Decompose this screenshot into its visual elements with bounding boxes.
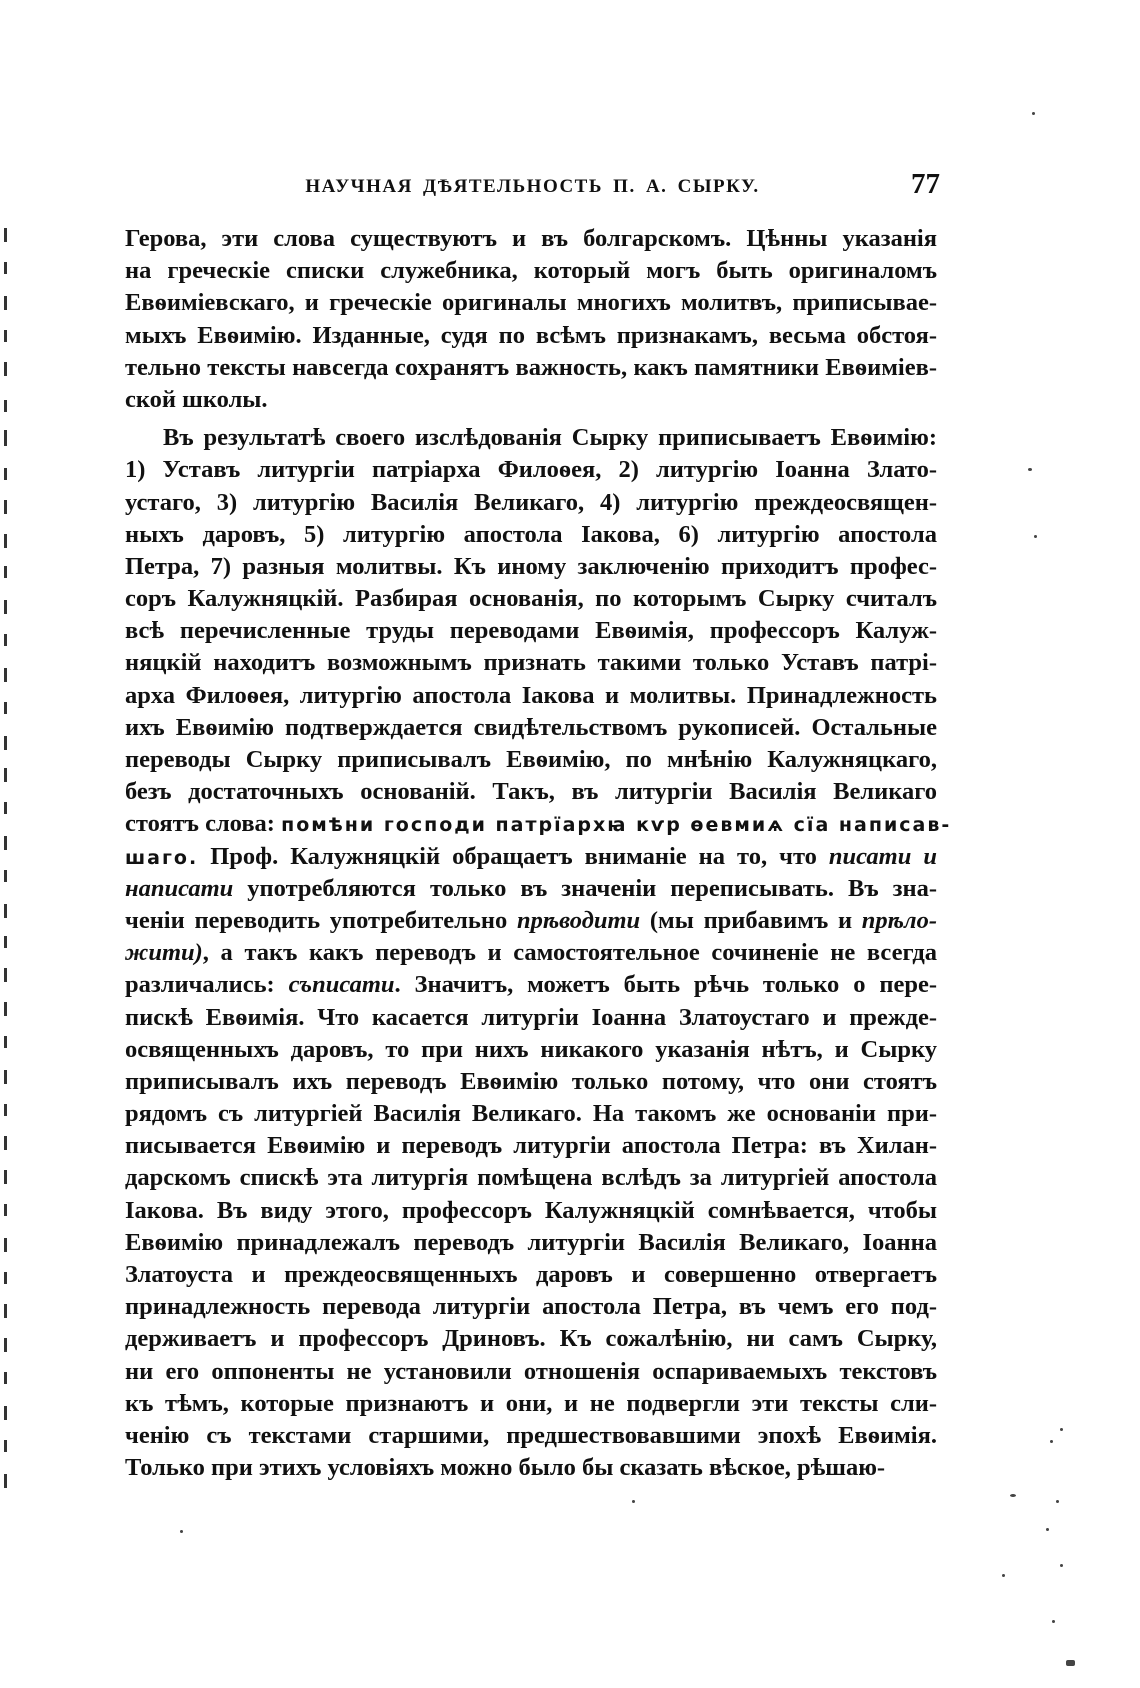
body-text	[125, 223, 952, 1484]
scan-speck	[1002, 1574, 1005, 1577]
text-segment: ченіи переводить употребительно	[125, 906, 517, 934]
scan-mark	[4, 904, 7, 918]
scan-mark	[4, 1002, 7, 1016]
scan-mark	[4, 1070, 7, 1084]
scan-mark	[4, 400, 7, 412]
italic-word: писати и	[828, 842, 937, 870]
text-line	[125, 352, 937, 384]
text-line	[125, 1227, 937, 1259]
scan-mark	[4, 1036, 7, 1048]
text-segment: ни его оппоненты не установили отношенія оспариваемыхъ текстовъ	[125, 1357, 937, 1385]
scan-speck	[1052, 1620, 1055, 1623]
scan-speck	[632, 1500, 635, 1503]
text-segment: на греческіе списки служебника, который могъ быть оригиналомъ	[125, 257, 937, 285]
scan-mark	[4, 936, 7, 948]
text-line	[125, 680, 937, 712]
text-line	[125, 1420, 937, 1452]
text-segment: писывается Евѳимію и переводъ литургіи апостола Петра: въ Хилан-	[125, 1132, 937, 1160]
text-segment: Проф. Калужняцкій обращаетъ вниманіе на то, что	[198, 842, 829, 870]
scan-mark	[4, 430, 7, 446]
scan-mark	[4, 330, 7, 342]
text-segment: ской школы.	[125, 385, 268, 413]
text-segment: 1) Уставъ литургіи патріарха Филоѳея, 2) литургію Іоанна Злато-	[125, 456, 937, 484]
text-line	[125, 937, 937, 969]
text-segment: няцкій находитъ возможнымъ признать такими только Уставъ патрі-	[125, 649, 937, 677]
text-line	[125, 223, 937, 255]
text-line	[125, 1034, 937, 1066]
scan-mark	[4, 296, 7, 310]
scan-mark	[4, 1474, 7, 1488]
church-slavonic-quote: шаго.	[125, 846, 199, 869]
text-segment: освященныхъ даровъ, то при нихъ никакого указанія нѣтъ, и Сырку	[125, 1035, 937, 1063]
scan-speck	[1034, 535, 1037, 538]
text-segment: устаго, 3) литургію Василія Великаго, 4) литургію преждеосвящен-	[125, 488, 937, 516]
text-line	[125, 969, 937, 1001]
text-line	[125, 422, 937, 454]
text-line	[125, 1259, 937, 1291]
scan-speck	[1050, 1440, 1053, 1443]
text-line	[125, 712, 937, 744]
scan-speck	[1032, 112, 1035, 115]
text-line	[125, 1066, 937, 1098]
church-slavonic-quote: помѣни господи патрїархꙗ кѵр ѳевмиѧ сїа написав-	[281, 814, 952, 837]
scan-speck	[1046, 1528, 1049, 1531]
text-line	[125, 776, 937, 808]
text-segment: Іакова. Въ виду этого, профессоръ Калужняцкій сомнѣвается, чтобы	[125, 1196, 937, 1224]
scan-mark	[4, 668, 7, 682]
text-line	[125, 744, 937, 776]
italic-word: написати	[125, 874, 234, 902]
text-segment: рядомъ съ литургіей Василія Великаго. На такомъ же основаніи при-	[125, 1100, 937, 1128]
text-segment: Герова, эти слова существуютъ и въ болгарскомъ. Цѣнны указанія	[125, 225, 937, 252]
text-segment: Петра, 7) разныя молитвы. Къ иному заключенію приходитъ профес-	[125, 552, 937, 580]
scan-mark	[4, 566, 7, 578]
scan-mark	[4, 1104, 7, 1116]
italic-word: прѣло-	[861, 906, 937, 934]
text-segment: тельно тексты навсегда сохранятъ важность, какъ памятники Евѳиміев-	[125, 353, 937, 381]
text-line	[125, 1388, 937, 1420]
scan-mark	[4, 500, 7, 514]
text-segment: безъ достаточныхъ основаній. Такъ, въ литургіи Василія Великаго	[125, 778, 937, 806]
text-line	[125, 255, 937, 287]
text-line	[125, 287, 937, 319]
scan-mark	[4, 1170, 7, 1184]
text-line	[125, 808, 952, 840]
text-segment: Златоуста и преждеосвященныхъ даровъ и совершенно отвергаетъ	[125, 1261, 937, 1288]
text-segment: ныхъ даровъ, 5) литургію апостола Іакова, 6) литургію апостола	[125, 520, 937, 548]
text-segment: къ тѣмъ, которые признаютъ и они, и не подвергли эти тексты сли-	[125, 1389, 937, 1417]
text-segment: стоятъ слова:	[125, 810, 282, 838]
text-line	[125, 1002, 937, 1034]
italic-word: съписати	[288, 971, 395, 999]
scan-speck	[180, 1530, 183, 1533]
scan-speck	[1066, 1660, 1075, 1666]
page-number: 77	[911, 168, 940, 200]
scan-speck	[1060, 1428, 1063, 1431]
scan-mark	[4, 600, 7, 614]
italic-word: жити)	[125, 939, 203, 967]
text-line	[125, 1291, 937, 1323]
text-line	[125, 384, 937, 416]
scan-speck	[1028, 468, 1032, 471]
scan-mark	[4, 1338, 7, 1352]
scan-mark	[4, 1272, 7, 1284]
text-segment: употребляются только въ значеніи переписывать. Въ зна-	[233, 874, 937, 902]
running-head: НАУЧНАЯ ДѢЯТЕЛЬНОСТЬ П. А. СЫРКУ.	[305, 176, 760, 197]
text-line	[125, 583, 937, 615]
scan-mark	[4, 802, 7, 814]
scan-speck	[1060, 1564, 1063, 1567]
text-segment: Въ результатѣ своего изслѣдованія Сырку приписываетъ Евѳимію:	[163, 424, 937, 452]
scan-mark	[4, 702, 7, 714]
text-segment: . Значитъ, можетъ быть рѣчь только о пере-	[394, 971, 938, 999]
scan-mark	[4, 228, 7, 242]
text-segment: приписывалъ ихъ переводъ Евѳимію только потому, что они стоятъ	[125, 1067, 937, 1095]
scan-mark	[4, 1238, 7, 1252]
scan-mark	[4, 1406, 7, 1420]
scan-mark	[4, 262, 7, 274]
page-header	[125, 168, 940, 208]
scan-mark	[4, 968, 7, 982]
text-segment: принадлежность перевода литургіи апостола Петра, въ чемъ его под-	[125, 1293, 937, 1321]
text-segment: (мы прибавимъ и	[640, 906, 862, 934]
scan-mark	[4, 634, 7, 646]
text-line	[125, 454, 937, 486]
scan-mark	[4, 362, 7, 376]
text-segment: Только при этихъ условіяхъ можно было бы сказать вѣское, рѣшаю-	[125, 1454, 886, 1482]
text-line	[125, 615, 937, 647]
scan-mark	[4, 768, 7, 782]
text-segment: Евѳиміевскаго, и греческіе оригиналы многихъ молитвъ, приписывае-	[125, 289, 937, 317]
text-segment: мыхъ Евѳимію. Изданные, судя по всѣмъ признакамъ, весьма обстоя-	[125, 321, 937, 349]
scan-mark	[4, 836, 7, 850]
text-line	[125, 1195, 937, 1227]
scan-mark	[4, 870, 7, 882]
text-line	[125, 1162, 937, 1194]
text-line	[125, 1323, 937, 1355]
text-segment: Евѳимію принадлежалъ переводъ литургіи Василія Великаго, Іоанна	[125, 1228, 937, 1256]
scan-mark	[4, 1372, 7, 1384]
scan-mark	[4, 1304, 7, 1318]
text-segment: переводы Сырку приписывалъ Евѳимію, по мнѣнію Калужняцкаго,	[125, 746, 937, 773]
italic-word: прѣводити	[516, 906, 641, 934]
text-line	[125, 1130, 937, 1162]
text-segment: пискѣ Евѳимія. Что касается литургіи Іоанна Златоустаго и прежде-	[125, 1003, 937, 1031]
text-segment: ченію съ текстами старшими, предшествовавшими эпохѣ Евѳимія.	[125, 1421, 937, 1449]
text-line	[125, 873, 937, 905]
text-line	[125, 487, 937, 519]
text-segment: , а такъ какъ переводъ и самостоятельное сочиненіе не всегда	[202, 939, 937, 967]
scan-mark	[4, 736, 7, 750]
text-segment: дарскомъ спискѣ эта литургія помѣщена вслѣдъ за литургіей апостола	[125, 1164, 937, 1192]
text-segment: различались:	[125, 971, 289, 999]
text-line	[125, 551, 937, 583]
text-segment: всѣ перечисленные труды переводами Евѳимія, профессоръ Калуж-	[125, 617, 937, 645]
text-segment: держиваетъ и профессоръ Дриновъ. Къ сожалѣнію, ни самъ Сырку,	[125, 1325, 937, 1353]
scan-mark	[4, 1136, 7, 1150]
scan-mark	[4, 1204, 7, 1216]
scan-mark	[4, 534, 7, 548]
scan-mark	[4, 1440, 7, 1452]
text-segment: ихъ Евѳимію подтверждается свидѣтельствомъ рукописей. Остальные	[125, 713, 937, 741]
text-line	[125, 519, 937, 551]
scan-speck	[1056, 1500, 1059, 1503]
text-line	[125, 647, 937, 679]
text-segment: соръ Калужняцкій. Разбирая основанія, по которымъ Сырку считалъ	[125, 585, 937, 613]
text-line	[125, 1098, 937, 1130]
text-segment: арха Филоѳея, литургію апостола Іакова и молитвы. Принадлежность	[125, 681, 937, 709]
text-line	[125, 1356, 937, 1388]
scan-speck	[1010, 1494, 1016, 1497]
text-line	[125, 1452, 937, 1484]
text-line	[125, 905, 937, 937]
text-line	[125, 841, 937, 873]
scan-mark	[4, 468, 7, 480]
text-line	[125, 320, 937, 352]
